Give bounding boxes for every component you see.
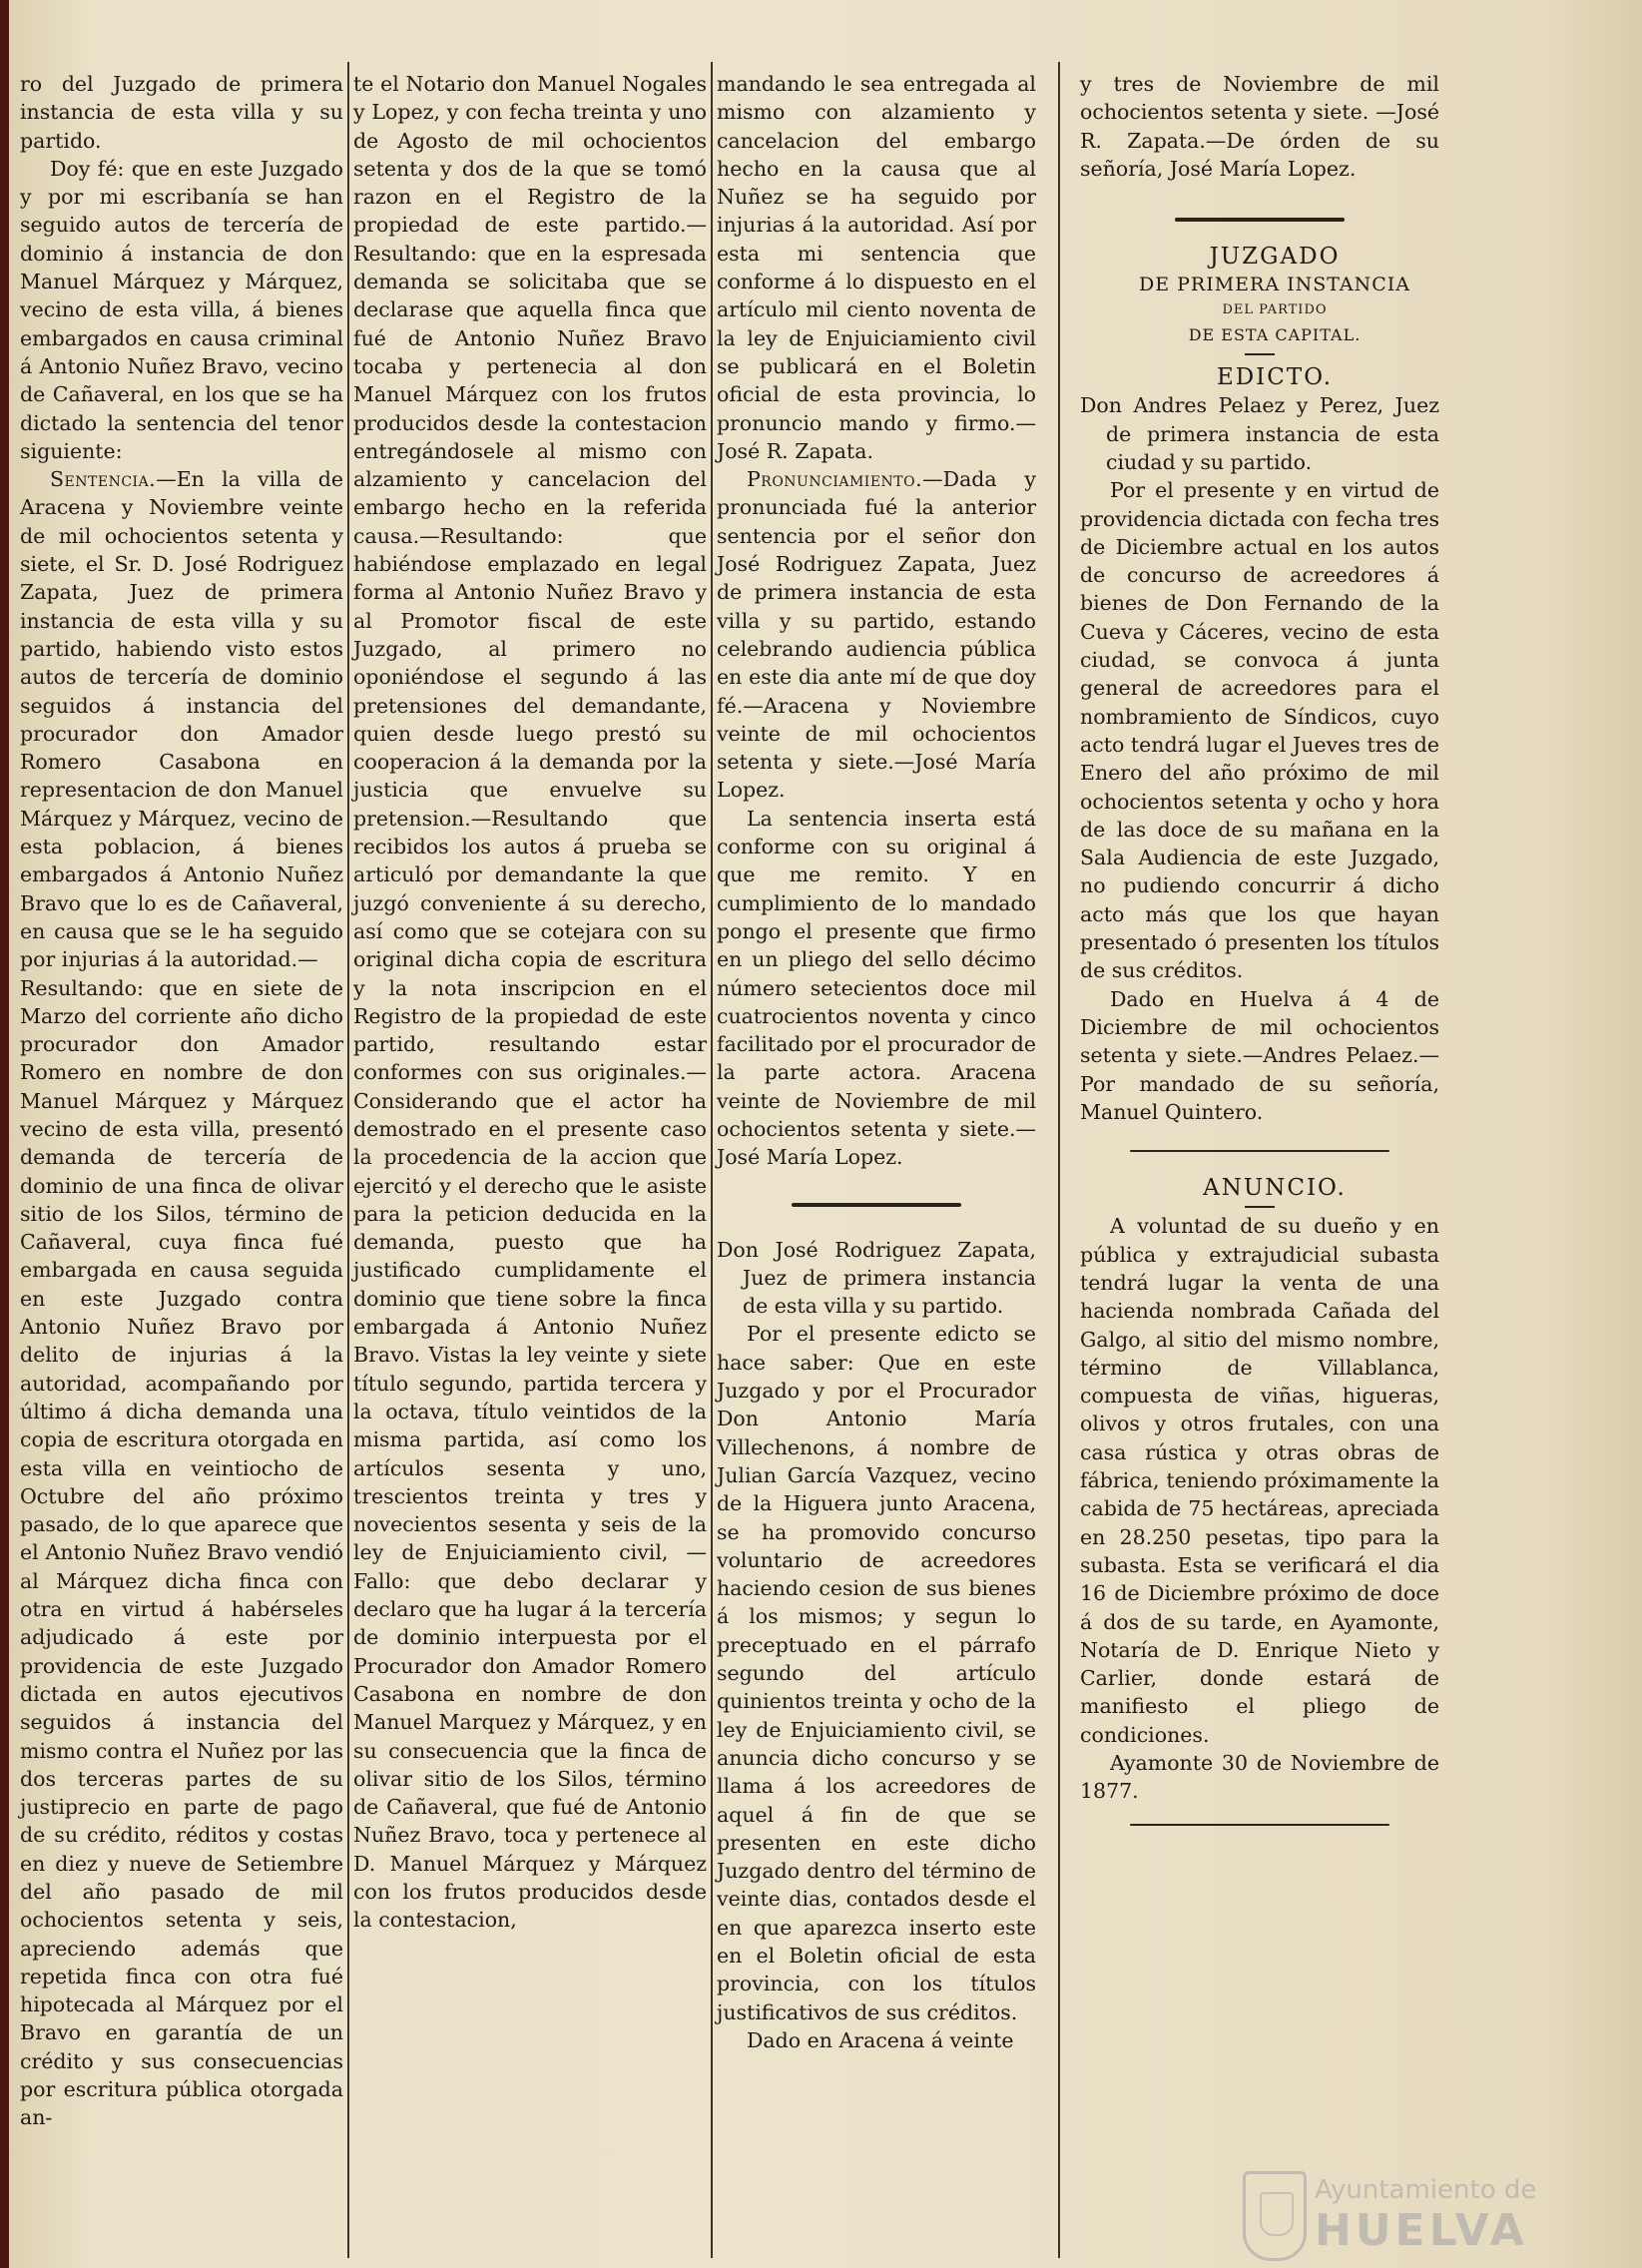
binding-edge: [0, 0, 9, 2268]
watermark-line-1: Ayuntamiento de: [1315, 2175, 1537, 2205]
sentencia-text: —En la villa de Aracena y Noviembre veinte de mil ochocientos setenta y siete, el Sr. D. José Rodriguez Zapata, Juez de primera instancia de esta villa y su partido, habiendo visto estos autos de tercería de dominio seguidos á instancia del procurador don Amador Romero Casabona en representacion de don Manuel Márquez y Márquez, vecino de esta poblacion, á bienes embargados á Antonio Nuñez Bravo que lo es de Cañaveral, en causa que se le ha seguido por injurias á la autoridad.—: [20, 467, 343, 972]
pronunciamiento-label: Pronunciamiento.: [747, 467, 923, 492]
sentencia-label: Sentencia.: [50, 467, 157, 492]
capital-heading: DE ESTA CAPITAL.: [1188, 324, 1362, 344]
column-rule: [1058, 62, 1060, 2258]
edicto-heading: Don Andres Pelaez y Perez, Juez de primera instancia de esta ciudad y su partido.: [1080, 393, 1439, 474]
column-rule: [711, 62, 713, 2258]
paragraph: Por el presente y en virtud de providencia dictada con fecha tres de Diciembre actual en los autos de concurso de acreedores á bienes de Don Fernando de la Cueva y Cáceres, vecino de esta ciudad, se convoca á junta general de acreedores para el nombramiento de Síndicos, cuyo acto tendrá lugar el Jueves tres de Enero del año próximo de mil ochocientos setenta y ocho y hora de las doce de su mañana en la Sala Audiencia de este Juzgado, no pudiendo concurrir á dicho acto más que los que hayan presentado ó presenten los títulos de sus créditos.: [1080, 478, 1439, 983]
paragraph: Por el presente edicto se hace saber: Que en este Juzgado y por el Procurador Don Antonio María Villechenons, á nombre de Julian García Vazquez, vecino de la Higuera junto Aracena, se ha promovido concurso voluntario de acreedores haciendo cesion de sus bienes á los mismos; y segun lo preceptuado en el párrafo segundo del artículo quinientos treinta y ocho de la ley de Enjuiciamiento civil, se anuncia dicho concurso y se llama á los acreedores de aquel á fin de que se presenten en este dicho Juzgado dentro del término de veinte dias, contados desde el en que aparezca inserto este en el Boletin oficial de esta provincia, con los títulos justificativos de sus créditos.: [717, 1322, 1036, 2024]
paragraph: Resultando: que en siete de Marzo del corriente año dicho procurador don Amador Romero en nombre de don Manuel Márquez y Márquez vecino de esta villa, presentó demanda de tercería de dominio de una finca de olivar sitio de los Silos, término de Cañaveral, cuya finca fué embargada en causa seguida en este Juzgado contra Antonio Nuñez Bravo por delito de injurias á la autoridad, acompañando por último á dicha demanda una copia de escritura otorgada en esta villa en veintiocho de Octubre del año próximo pasado, de lo que aparece que el Antonio Nuñez Bravo vendió al Márquez dicha finca con otra en virtud á habérseles adjudicado á este por providencia de este Juzgado dictada en autos ejecutivos seguidos á instancia del mismo contra el Nuñez por las dos terceras partes de su justiprecio en parte de pago de su crédito, réditos y costas en diez y nueve de Setiembre del año pasado de mil ochocientos setenta y seis, apreciendo además que repetida finca con otra fué hipotecada al Márquez por el Bravo en garantía de un crédito y sus consecuencias por escritura pública otorgada an-: [20, 975, 343, 2130]
paragraph: Doy fé: que en este Juzgado y por mi escribanía se han seguido autos de tercería de dominio á instancia de don Manuel Márquez y Márquez, vecino de esta villa, á bienes embargados en causa criminal á Antonio Nuñez Bravo, vecino de Cañaveral, en los que se ha dictado la sentencia del tenor siguiente:: [20, 156, 343, 463]
section-divider: [1080, 1810, 1439, 1840]
column-2: [353, 70, 707, 1935]
section-divider: [717, 1190, 1036, 1220]
paragraph: y tres de Noviembre de mil ochocientos setenta y siete. —José R. Zapata.—De órden de su señoría, José María Lopez.: [1080, 72, 1439, 181]
paragraph: Dado en Aracena á veinte: [747, 2027, 1014, 2052]
column-1: [20, 70, 343, 2132]
paragraph-pronunciamiento: [717, 465, 1036, 805]
paragraph: Ayamonte 30 de Noviembre de 1877.: [1080, 1751, 1439, 1804]
section-divider: [1080, 1136, 1439, 1166]
partido-heading: DEL PARTIDO: [1222, 301, 1328, 317]
column-4: [1080, 70, 1439, 1840]
archive-watermark: [1243, 2171, 1562, 2261]
column-rule: [347, 62, 349, 2258]
heading-rule: [1245, 353, 1275, 355]
paragraph: La sentencia inserta está conforme con su original á que me remito. Y en cumplimiento de lo mandado pongo el presente que firmo en un pliego del sello décimo número setecientos doce mil cuatrocientos noventa y cinco facilitado por el procurador de la parte actora. Aracena veinte de Noviembre de mil ochocientos setenta y siete.—José María Lopez.: [717, 806, 1036, 1170]
pronunciamiento-text: —Dada y pronunciada fué la anterior sentencia por el señor don José Rodriguez Zapata, Juez de primera instancia de esta villa y su partido, estando celebrando audiencia pública en este dia ante mí de que doy fé.—Aracena y Noviembre veinte de mil ochocientos setenta y siete.—José María Lopez.: [717, 467, 1036, 803]
watermark-line-2: HUELVA: [1315, 2205, 1528, 2256]
heading-rule: [1245, 1206, 1275, 1208]
column-3: [717, 70, 1036, 2054]
section-divider: [1080, 205, 1439, 235]
paragraph-sentencia: [20, 465, 343, 973]
juzgado-heading: JUZGADO: [1209, 244, 1341, 271]
paragraph: A voluntad de su dueño y en pública y extrajudicial subasta tendrá lugar la venta de una hacienda nombrada Cañada del Galgo, al sitio del mismo nombre, término de Villablanca, compuesta de viñas, higueras, olivos y otros frutales, con una casa rústica y otras obras de fábrica, teniendo próximamente la cabida de 75 hectáreas, apreciada en 28.250 pesetas, tipo para la subasta. Esta se verificará el dia 16 de Diciembre próximo de doce á dos de su tarde, en Ayamonte, Notaría de D. Enrique Nieto y Carlier, donde estará de manifiesto el pliego de condiciones.: [1080, 1214, 1439, 1747]
instancia-heading: DE PRIMERA INSTANCIA: [1138, 274, 1411, 296]
paragraph: mandando le sea entregada al mismo con alzamiento y cancelacion del embargo hecho en la causa que al Nuñez se ha seguido por injurias á la autoridad. Así por esta mi sentencia que conforme á lo dispuesto en el artículo mil ciento noventa de la ley de Enjuiciamiento civil se publicará en el Boletin oficial de esta provincia, lo pronuncio mando y firmo.—José R. Zapata.: [717, 72, 1036, 463]
paragraph: te el Notario don Manuel Nogales y Lopez, y con fecha treinta y uno de Agosto de mil ochocientos setenta y dos de la que se tomó razon en el Registro de la propiedad de este partido.—Resultando: que en la espresada demanda se solicitaba que se declarase que aquella finca que fué de Antonio Nuñez Bravo tocaba y pertenecia al don Manuel Márquez con los frutos producidos desde la contestacion entregándosele al mismo con alzamiento y cancelacion del embargo hecho en la referida causa.—Resultando: que habiéndose emplazado en legal forma al Antonio Nuñez Bravo y al Promotor fiscal de este Juzgado, al primero no oponiéndose el segundo á las pretensiones del demandante, quien desde luego prestó su cooperacion á la demanda por la justicia que envuelve su pretension.—Resultando que recibidos los autos á prueba se articuló por demandante la que juzgó conveniente á su derecho, así como que se cotejara con su original dicha copia de escritura y la nota inscripcion en el Registro de la propiedad de este partido, resultando estar conformes con sus originales.—Considerando que el actor ha demostrado en el presente caso la procedencia de la accion que ejercitó y el derecho que le asiste para la peticion deducida en la demanda, puesto que ha justificado cumplidamente el dominio que tiene sobre la finca embargada á Antonio Nuñez Bravo. Vistas la ley veinte y siete título segundo, partida tercera y la octava, título veintidos de la misma partida, así como los artículos sesenta y uno, trescientos treinta y tres y novecientos sesenta y seis de la ley de Enjuiciamiento civil, —Fallo: que debo declarar y declaro que ha lugar á la tercería de dominio interpuesta por el Procurador don Amador Romero Casabona en nombre de don Manuel Marquez y Márquez, y en su consecuencia que la finca de olivar sitio de los Silos, término de Cañaveral, que fué de Antonio Nuñez Bravo, toca y pertenece al D. Manuel Márquez y Márquez con los frutos producidos desde la contestacion,: [353, 72, 707, 1933]
edicto-title: EDICTO.: [1216, 364, 1334, 391]
paragraph: ro del Juzgado de primera instancia de esta villa y su partido.: [20, 72, 343, 153]
edicto-heading: Don José Rodriguez Zapata, Juez de primera instancia de esta villa y su partido.: [717, 1237, 1036, 1319]
anuncio-title: ANUNCIO.: [1203, 1175, 1347, 1202]
coat-of-arms-icon: [1243, 2171, 1307, 2261]
paragraph: Dado en Huelva á 4 de Diciembre de mil ochocientos setenta y siete.—Andres Pelaez.—Por mandado de su señoría, Manuel Quintero.: [1080, 986, 1439, 1124]
